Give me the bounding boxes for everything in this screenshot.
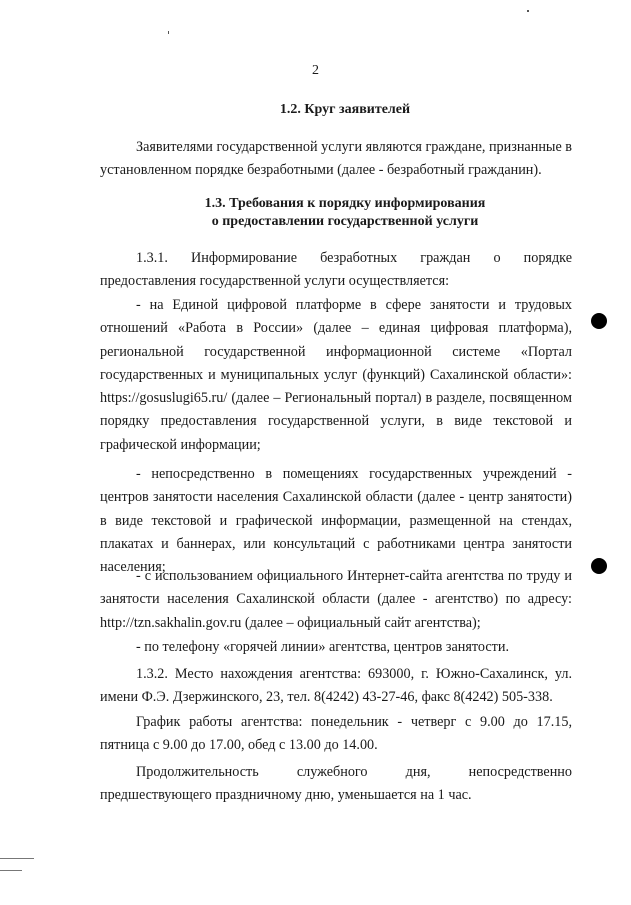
work-schedule-paragraph: График работы агентства: понедельник - четверг с 9.00 до 17.15, пятница с 9.00 до 17.00, обед с 13.00 до 14.00.: [100, 714, 572, 754]
bullet-unified-platform: - на Единой цифровой платформе в сфере занятости и трудовых отношений «Работа в России» (далее – единая цифровая платформа), региональной государственной информационной системе «Портал государственных и муниципальных услуг (функций) Сахалинской области»: https://gosuslugi65.ru/ (далее – Региональный портал) в разделе, посвященном порядку предоставления государственной услуги, в виде текстовой и графической информации;: [100, 297, 572, 453]
bullet-hotline: - по телефону «горячей линии» агентства, центров занятости.: [136, 639, 510, 655]
scan-speck: [527, 10, 529, 12]
punch-hole-mark-bottom: [591, 558, 607, 574]
section-heading-1-3-line1: 1.3. Требования к порядку информирования: [204, 196, 486, 211]
scan-speck: [168, 31, 169, 34]
paragraph-1-3-1: 1.3.1. Информирование безработных граждан о порядке предоставления государственной услуги осуществляется:: [100, 250, 572, 290]
section-heading-1-2: 1.2. Круг заявителей: [279, 102, 411, 117]
bullet-official-website: - с использованием официального Интернет-сайта агентства по труду и занятости населения Сахалинской области (далее - агентство) по адресу: http://tzn.sakhalin.gov.ru (далее – официальный сайт агентства);: [100, 568, 572, 631]
section-heading-1-3-line2: о предоставлении государственной услуги: [211, 214, 479, 229]
page-number: 2: [312, 63, 319, 78]
scan-edge-line: [0, 870, 22, 871]
pre-holiday-paragraph: Продолжительность служебного дня, непосредственно предшествующего праздничному дню, уменьшается на 1 час.: [100, 764, 572, 804]
bullet-employment-centers: - непосредственно в помещениях государственных учреждений - центров занятости населения Сахалинской области (далее - центр занятости) в виде текстовой и графической информации, размещенной на стендах, плакатах и баннерах, или консультаций с работниками центра занятости населения;: [100, 466, 572, 576]
punch-hole-mark-top: [591, 313, 607, 329]
applicants-paragraph: Заявителями государственной услуги являются граждане, признанные в установленном порядке безработными (далее - безработный гражданин).: [100, 139, 572, 179]
paragraph-1-3-2: 1.3.2. Место нахождения агентства: 693000, г. Южно-Сахалинск, ул. имени Ф.Э. Дзержинского, 23, тел. 8(4242) 43-27-46, факс 8(4242) 505-338.: [100, 666, 572, 706]
scan-edge-line: [0, 858, 34, 859]
